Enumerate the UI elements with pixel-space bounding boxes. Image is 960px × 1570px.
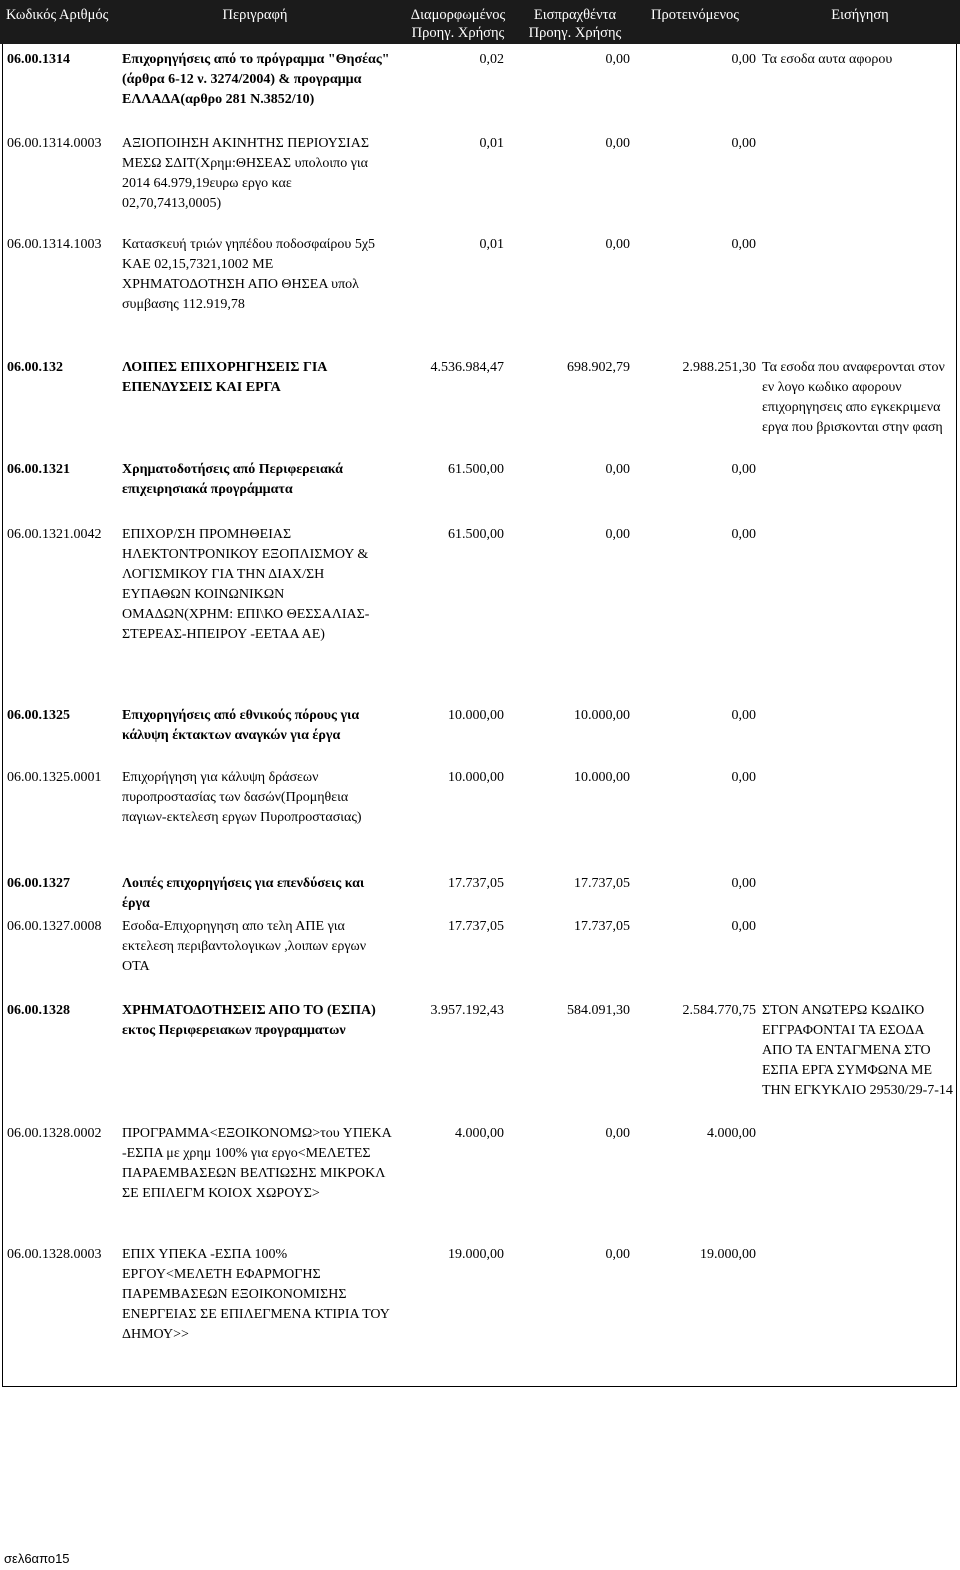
row-description: Επιχορηγήσεις από το πρόγραμμα "Θησέας" (άρθρα 6-12 ν. 3274/2004) & προγραμμα ΕΛΛΑΔΑ(αρθρο 281 Ν.3852/10) [122, 52, 390, 107]
row-collected-value: 0,00 [605, 237, 630, 252]
row-budget-value: 19.000,00 [448, 1247, 504, 1262]
row-proposed-value: 0,00 [731, 136, 756, 151]
row-note: Τα εσοδα αυτα αφορου [762, 52, 893, 67]
row-budget-value: 61.500,00 [448, 462, 504, 477]
row-proposed-value: 0,00 [731, 919, 756, 934]
row-code: 06.00.1321.0042 [7, 527, 102, 542]
row-description: Εσοδα-Επιχορηγηση απο τελη ΑΠΕ για εκτελεση περιβαντολογικων ,λοιπων εργων ΟΤΑ [122, 919, 367, 974]
header-collected [520, 6, 630, 42]
row-description: ΛΟΙΠΕΣ ΕΠΙΧΟΡΗΓΗΣΕΙΣ ΓΙΑ ΕΠΕΝΔΥΣΕΙΣ ΚΑΙ ΕΡΓΑ [122, 360, 327, 395]
row-collected-value: 698.902,79 [567, 360, 630, 375]
row-proposed-value: 0,00 [731, 237, 756, 252]
row-description: Επιχορηγήσεις από εθνικούς πόρους για κάλυψη έκτακτων αναγκών για έργα [122, 708, 360, 743]
row-proposed-value: 0,00 [731, 527, 756, 542]
row-code: 06.00.1328.0003 [7, 1247, 102, 1262]
row-collected-value: 17.737,05 [574, 919, 630, 934]
row-description: Κατασκευή τριών γηπέδου ποδοσφαίρου 5χ5 ΚΑΕ 02,15,7321,1002 ΜΕ ΧΡΗΜΑΤΟΔΟΤΗΣΗ ΑΠΟ ΘΗΣΕΑ υπολ συμβασης 112.919,78 [122, 237, 376, 312]
row-collected-value: 0,00 [605, 462, 630, 477]
row-budget-value: 10.000,00 [448, 708, 504, 723]
row-budget-value: 17.737,05 [448, 919, 504, 934]
row-budget-value: 4.536.984,47 [430, 360, 504, 375]
row-budget-value: 0,01 [479, 237, 504, 252]
row-budget-value: 17.737,05 [448, 876, 504, 891]
page-number: σελ6απο15 [4, 1551, 70, 1566]
row-collected-value: 0,00 [605, 1126, 630, 1141]
table-header [0, 0, 960, 44]
row-code: 06.00.1327.0008 [7, 919, 102, 934]
row-proposed-value: 4.000,00 [707, 1126, 756, 1141]
row-budget-value: 3.957.192,43 [430, 1003, 504, 1018]
row-description: Επιχορήγηση για κάλυψη δράσεων πυροπροστασίας των δασών(Προμηθεια παγιων-εκτελεση εργων Πυροπροστασιας) [122, 770, 362, 825]
row-collected-value: 10.000,00 [574, 770, 630, 785]
row-note: ΣΤΟΝ ΑΝΩΤΕΡΩ ΚΩΔΙΚΟ ΕΓΓΡΑΦΟΝΤΑΙ ΤΑ ΕΣΟΔΑ ΑΠΟ ΤΑ ΕΝΤΑΓΜΕΝΑ ΣΤΟ ΕΣΠΑ ΕΡΓΑ ΣΥΜΦΩΝΑ ΜΕ ΤΗΝ ΕΓΚΥΚΛΙΟ 29530/29-7-14 [762, 1003, 953, 1098]
header-intro: Εισήγηση [831, 7, 889, 23]
row-proposed-value: 19.000,00 [700, 1247, 756, 1262]
row-budget-value: 61.500,00 [448, 527, 504, 542]
header-code: Κωδικός Αριθμός [6, 7, 109, 23]
row-code: 06.00.1314 [7, 52, 70, 67]
row-code: 06.00.1314.1003 [7, 237, 102, 252]
row-description: ΠΡΟΓΡΑΜΜΑ<ΕΞΟΙΚΟΝΟΜΩ>του ΥΠΕΚΑ -ΕΣΠΑ με χρημ 100% για εργο<ΜΕΛΕΤΕΣ ΠΑΡΑΕΜΒΑΣΕΩΝ ΒΕΛΤΙΩΣΗΣ ΜΙΚΡΟΚΛ ΣΕ ΕΠΙΛΕΓΜ ΚΟΙΟΧ ΧΩΡΟΥΣ> [122, 1126, 391, 1201]
row-budget-value: 10.000,00 [448, 770, 504, 785]
row-code: 06.00.1325.0001 [7, 770, 102, 785]
row-code: 06.00.132 [7, 360, 63, 375]
row-budget-value: 0,01 [479, 136, 504, 151]
row-code: 06.00.1325 [7, 708, 70, 723]
row-proposed-value: 0,00 [731, 708, 756, 723]
row-proposed-value: 0,00 [731, 462, 756, 477]
row-collected-value: 17.737,05 [574, 876, 630, 891]
row-budget-value: 0,02 [479, 52, 504, 67]
row-note: Τα εσοδα που αναφερονται στον εν λογο κωδικο αφορουν επιχορηγησεις απο εγκεκριμενα εργα που βρισκονται στην φαση [762, 360, 945, 435]
header-description: Περιγραφή [222, 7, 288, 23]
header-budget-line2: Προηγ. Χρήσης [411, 25, 505, 41]
row-proposed-value: 0,00 [731, 52, 756, 67]
header-budget [398, 6, 518, 42]
row-collected-value: 0,00 [605, 136, 630, 151]
row-code: 06.00.1321 [7, 462, 70, 477]
row-proposed-value: 0,00 [731, 876, 756, 891]
row-description: ΕΠΙΧΟΡ/ΣΗ ΠΡΟΜΗΘΕΙΑΣ ΗΛΕΚΤΟΝΤΡΟΝΙΚΟΥ ΕΞΟΠΛΙΣΜΟΥ & ΛΟΓΙΣΜΙΚΟΥ ΓΙΑ ΤΗΝ ΔΙΑΧ/ΣΗ ΕΥΠΑΘΩΝ ΚΟΙΝΩΝΙΚΩΝ ΟΜΑΔΩΝ(ΧΡΗΜ: ΕΠΙ\ΚΟ ΘΕΣΣΑΛΙΑΣ-ΣΤΕΡΕΑΣ-ΗΠΕΙΡΟΥ -ΕΕΤΑΑ ΑΕ) [122, 527, 370, 642]
row-code: 06.00.1327 [7, 876, 70, 891]
header-proposed: Προτεινόμενος [651, 7, 739, 23]
row-description: ΧΡΗΜΑΤΟΔΟΤΗΣΕΙΣ ΑΠΟ ΤΟ (ΕΣΠΑ) εκτος Περιφερειακων προγραμματων [122, 1003, 376, 1038]
row-proposed-value: 2.988.251,30 [682, 360, 756, 375]
row-collected-value: 0,00 [605, 52, 630, 67]
row-description: ΕΠΙΧ ΥΠΕΚΑ -ΕΣΠΑ 100% ΕΡΓΟΥ<ΜΕΛΕΤΗ ΕΦΑΡΜΟΓΗΣ ΠΑΡΕΜΒΑΣΕΩΝ ΕΞΟΙΚΟΝΟΜΙΣΗΣ ΕΝΕΡΓΕΙΑΣ ΣΕ ΕΠΙΛΕΓΜΕΝΑ ΚΤΙΡΙΑ ΤΟΥ ΔΗΜΟΥ>> [122, 1247, 390, 1342]
row-code: 06.00.1328 [7, 1003, 70, 1018]
row-collected-value: 584.091,30 [567, 1003, 630, 1018]
row-code: 06.00.1314.0003 [7, 136, 102, 151]
row-budget-value: 4.000,00 [455, 1126, 504, 1141]
row-collected-value: 0,00 [605, 1247, 630, 1262]
row-proposed-value: 2.584.770,75 [682, 1003, 756, 1018]
header-collected-line2: Προηγ. Χρήσης [528, 25, 622, 41]
row-collected-value: 10.000,00 [574, 708, 630, 723]
row-proposed-value: 0,00 [731, 770, 756, 785]
row-description: Χρηματοδοτήσεις από Περιφερειακά επιχειρησιακά προγράμματα [122, 462, 343, 497]
row-description: ΑΞΙΟΠΟΙΗΣΗ ΑΚΙΝΗΤΗΣ ΠΕΡΙΟΥΣΙΑΣ ΜΕΣΩ ΣΔΙΤ(Χρημ:ΘΗΣΕΑΣ υπολοιπο για 2014 64.979,19ευρω εργο καε 02,70,7413,0005) [122, 136, 369, 211]
header-budget-line1: Διαμορφωμένος [410, 7, 506, 23]
row-collected-value: 0,00 [605, 527, 630, 542]
row-description: Λοιπές επιχορηγήσεις για επενδύσεις και έργα [122, 876, 365, 911]
header-collected-line1: Εισπραχθέντα [533, 7, 617, 23]
row-code: 06.00.1328.0002 [7, 1126, 102, 1141]
